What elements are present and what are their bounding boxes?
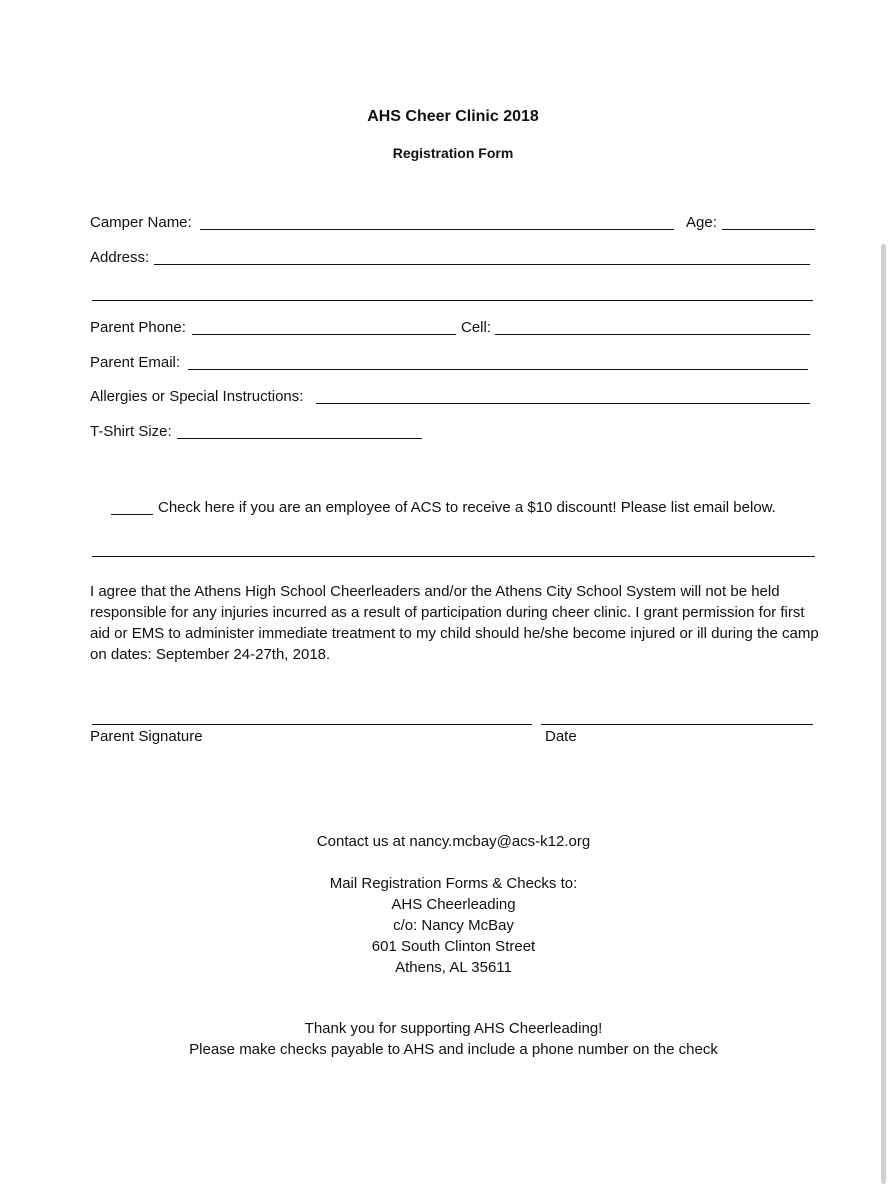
mail-line-2: c/o: Nancy McBay [393,917,514,934]
mailing-block [0,873,889,978]
footer-thanks: Thank you for supporting AHS Cheerleading! [304,1020,603,1037]
address-field[interactable] [154,248,810,265]
parent-phone-label: Parent Phone: [90,319,186,336]
parent-email-label: Parent Email: [90,354,181,371]
camper-name-label: Camper Name: [90,214,192,231]
date-field[interactable] [541,724,813,725]
allergies-label: Allergies or Special Instructions: [90,388,304,405]
mail-line-3: 601 South Clinton Street [371,938,536,955]
camper-name-field[interactable] [200,213,674,230]
discount-checkbox[interactable] [111,498,153,515]
contact-block [0,831,889,852]
footer-block [0,1018,889,1060]
mail-heading: Mail Registration Forms & Checks to: [329,875,578,892]
parent-signature-label: Parent Signature [90,728,203,745]
address-label: Address: [90,249,150,266]
form-title: AHS Cheer Clinic 2018 [367,108,539,125]
parent-email-field[interactable] [188,353,808,370]
allergies-row [90,387,820,407]
parent-email-row [90,353,820,373]
allergies-field[interactable] [316,387,810,404]
tshirt-field[interactable] [177,422,422,439]
tshirt-row [90,422,820,442]
age-field[interactable] [722,213,815,230]
date-label: Date [545,728,577,745]
form-subtitle: Registration Form [392,145,514,161]
parent-phone-row [90,318,820,338]
camper-name-row [90,213,820,233]
parent-signature-field[interactable] [92,724,532,725]
cell-label: Cell: [461,319,492,336]
cell-field[interactable] [495,318,810,335]
discount-text: Check here if you are an employee of ACS to receive a $10 discount! Please list email below. [158,499,776,516]
mail-line-4: Athens, AL 35611 [395,959,512,976]
contact-email-text: Contact us at nancy.mcbay@acs-k12.org [316,833,591,850]
employee-email-field[interactable] [92,556,815,557]
footer-checks: Please make checks payable to AHS and include a phone number on the check [189,1041,718,1058]
discount-row [111,498,811,518]
address-row [90,248,820,268]
waiver-paragraph: I agree that the Athens High School Cheerleaders and/or the Athens City School System will not be held responsible for any injuries incurred as a result of participation during cheer clinic. I grant permission for first aid or EMS to administer immediate treatment to my child should he/she become injured or ill during the camp on dates: September 24-27th, 2018. [90,583,819,663]
parent-phone-field[interactable] [192,318,456,335]
age-label: Age: [686,214,717,231]
address-line-2-field[interactable] [92,300,813,301]
mail-line-1: AHS Cheerleading [391,896,516,913]
tshirt-label: T-Shirt Size: [90,423,172,440]
